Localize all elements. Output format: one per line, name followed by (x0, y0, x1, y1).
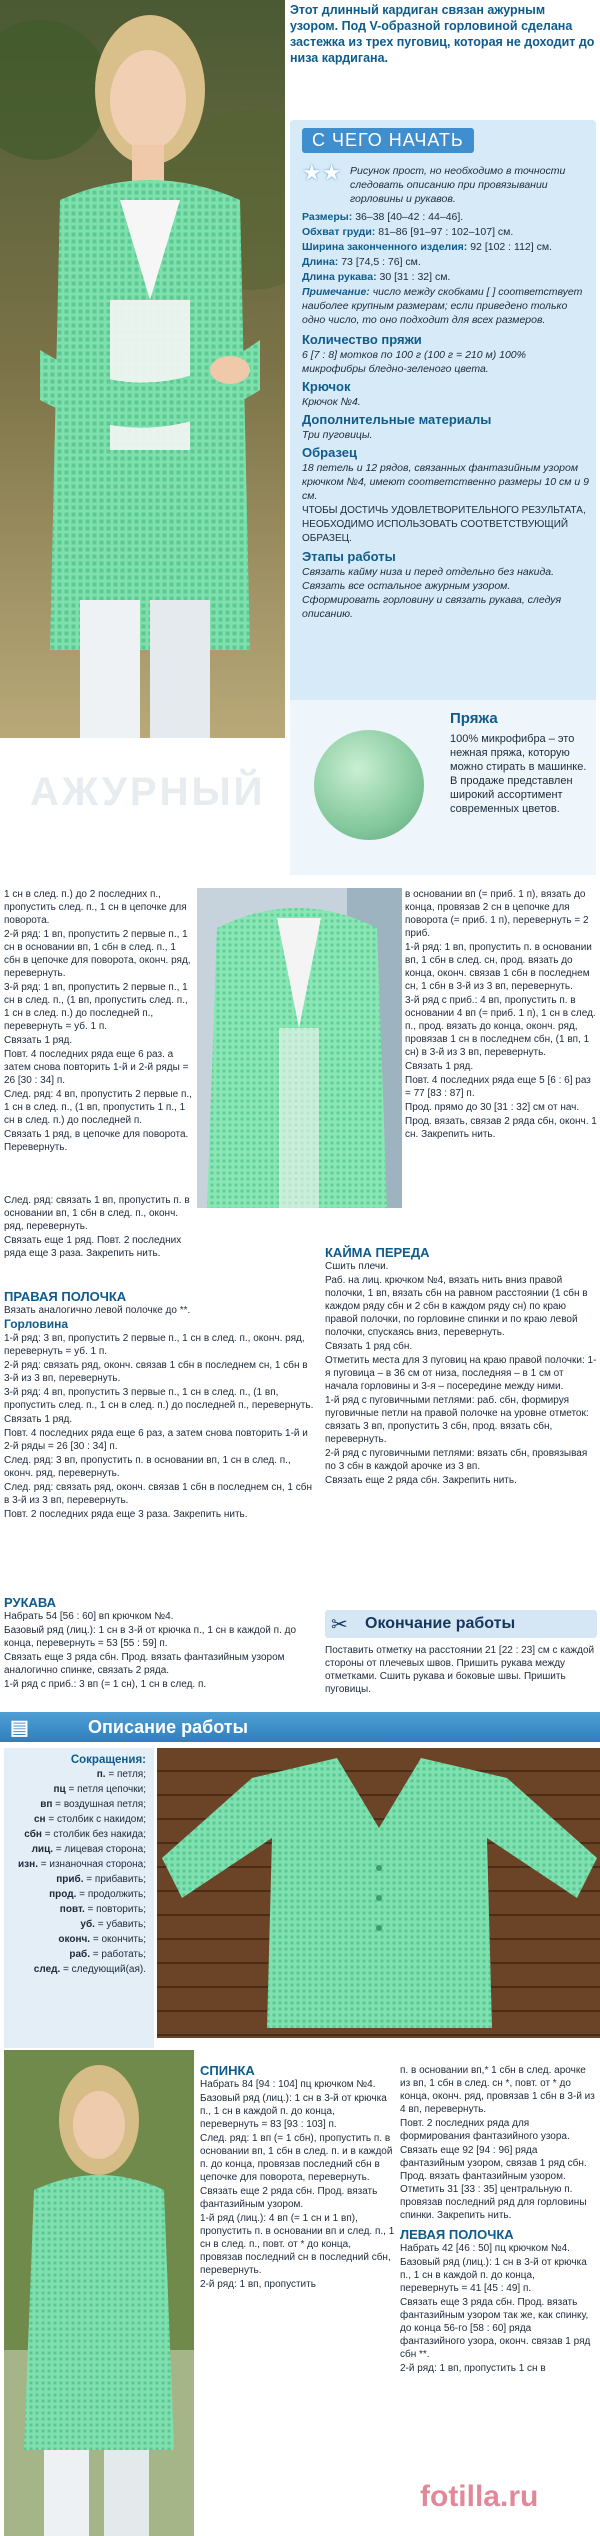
model-photo-bottom (4, 2050, 194, 2536)
book-icon: ▤ (10, 1717, 29, 1739)
front-band-title: КАЙМА ПЕРЕДА (325, 1245, 430, 1260)
back-right-column: п. в основании вп,* 1 сбн в след. арочке из вп, 1 сбн в след. сн *, повт. от * до конца, оконч. ряд, провязав 1 сбн в 3-й из 4 вп, перевернуть. Повт. 2 последних ряда для формирования фантазийного узора. Связать еще 92 [94 : 96] ряда фантазийным узором, связав 1 ряд сбн. Прод. вязать фантазийным узором. Отметить 31 [33 : 35] центральную п. провязав последний ряд для горловины спинки. Закрепить нить. ЛЕВАЯ ПОЛОЧКА Набрать 42 [46 : 50] пц крючком №4. Базовый ряд (лиц.): 1 сн в 3-й от крючка п., 1 сн в каждой п. до конца, перевернуть = 41 [45 : 49] п. Связать еще 3 ряда сбн. Прод. вязать фантазийным узором так же, как спинку, до конца 56-го [58 : 60] ряда фантазийного узора, оконч. связав 1 ряд сбн **. 2-й ряд: 1 вп, пропустить 1 сн в (400, 2065, 595, 2374)
gauge-warning: ЧТОБЫ ДОСТИЧЬ УДОВЛЕТВОРИТЕЛЬНОГО РЕЗУЛЬТАТА, НЕОБХОДИМО ИСПОЛЬЗОВАТЬ СООТВЕТСТВУЮЩИЙ ОБРАЗЕЦ. (302, 505, 586, 544)
size-row: Обхват груди: 81–86 [91–97 : 102–107] см. (302, 226, 514, 238)
abbr-item: сбн = столбик без накида; (24, 1829, 146, 1840)
stages-text: Связать кайму низа и перед отдельно без накида. Связать все остальное ажурным узором. Сформировать горловину и связать рукава, следуя описанию. (302, 566, 562, 620)
abbr-title: Сокращения: (70, 1754, 146, 1766)
abbr-item: сн = столбик с накидом; (34, 1814, 146, 1825)
abbr-item: раб. = работать; (69, 1949, 146, 1960)
back-section: СПИНКА Набрать 84 [94 : 104] пц крючком №4. Базовый ряд (лиц.): 1 сн в 3-й от крючка п., 1 сн в каждой п. до конца, перевернуть = 83 [93 : 103] п. След. ряд: 1 вп (= 1 сбн), пропустить п. в основании вп, 1 сбн в след. п. и в каждой п. до конца, провязав последний сбн в цепочке для поворота, перевернуть. Связать еще 2 ряда сбн. Прод. вязать фантазийным узором. 1-й ряд (лиц.): 4 вп (= 1 сн и 1 вп), пропустить п. в основании вп и след. п., 1 сн в след. п., повт. от * до конца, провязав последний сн в последний сбн, перевернуть. 2-й ряд: 1 вп, пропустить (200, 2063, 395, 2290)
watermark-azhurny: АЖУРНЫЙ (30, 770, 266, 814)
abbr-item: п. = петля; (96, 1769, 146, 1780)
abbr-item: повт. = повторить; (59, 1904, 146, 1915)
sleeves-title: РУКАВА (4, 1595, 57, 1610)
stars-icon: ★★ (302, 160, 342, 185)
note: Примечание: число между скобками [ ] соответствует наиболее крупным размерам; если приведено только одно число, то оно подходит для всех размеров. (302, 286, 583, 326)
hook-size: Крючок №4. (302, 396, 361, 408)
start-box-title: С ЧЕГО НАЧАТЬ (302, 128, 474, 153)
extra-materials: Три пуговицы. (302, 429, 373, 441)
intro-text: Этот длинный кардиган связан ажурным узором. Под V-образной горловиной сделана застежка из трех пуговиц, которая не доходит до низа кардигана. (290, 3, 595, 65)
abbr-item: прод. = продолжить; (49, 1889, 146, 1900)
garment-flat-photo (157, 1748, 600, 2038)
abbr-item: изн. = изнаночная сторона; (18, 1859, 146, 1870)
model-photo-middle (197, 888, 402, 1208)
sleeves-section: РУКАВА Набрать 54 [56 : 60] вп крючком №4. Базовый ряд (лиц.): 1 сн в 3-й от крючка п., 1 сн в каждой п. до конца, перевернуть = 53 [55 : 59] п. Связать еще 3 ряда сбн. Прод. вязать фантазийным узором аналогично спинке, связать 2 ряда. 1-й ряд с приб.: 3 вп (= 1 сн), 1 сн в след. п. (4, 1596, 319, 1692)
size-row: Ширина законченного изделия: 92 [102 : 112] см. (302, 241, 552, 253)
scissors-icon: ✂ (331, 1614, 348, 1636)
size-row: Длина рукава: 30 [31 : 32] см. (302, 271, 451, 283)
neckline-title: Горловина (4, 1317, 69, 1331)
extra-title: Дополнительные материалы (302, 412, 492, 427)
left-front-title: ЛЕВАЯ ПОЛОЧКА (400, 2227, 514, 2242)
yarn-box-title: Пряжа (450, 710, 498, 727)
right-front-title: ПРАВАЯ ПОЛОЧКА (4, 1289, 127, 1304)
yarn-ball-icon (314, 730, 424, 840)
model-photo-top (0, 0, 285, 738)
finish-header (325, 1610, 597, 1638)
back-title: СПИНКА (200, 2063, 255, 2078)
yarn-box (290, 700, 596, 875)
stages-title: Этапы работы (302, 549, 396, 564)
right-front-section: ПРАВАЯ ПОЛОЧКА Вязать аналогично левой полочке до **. Горловина 1-й ряд: 3 вп, пропустить 2 первые п., 1 сн в след. п., оконч. ряд, перевернуть = уб. 1 п. 2-й ряд: связать ряд, оконч. связав 1 сбн в последнем сн, 1 сбн в 3-й из 3 вп, перевернуть. 3-й ряд: 4 вп, пропустить 3 первые п., 1 сн в след. п., (1 вп, пропустить след. п., 1 сн в след. п.) до последней п., перевернуть. Связать 1 ряд. Повт. 4 последних ряда еще 6 раз, а затем снова повторить 1-й и 2-й ряды = 26 [30 : 34] п. След. ряд: 3 вп, пропустить п. в основании вп, 1 сн в след. п., оконч. ряд, перевернуть. След. ряд: связать ряд, оконч. связав 1 сбн в последнем сн, 1 сбн в 3-й из 3 вп, перевернуть. Повт. 2 последних ряда еще 3 раза. Закрепить нить. (4, 1290, 319, 1522)
start-box (290, 120, 596, 760)
site-watermark: fotilla.ru (420, 2480, 539, 2513)
finish-text: Поставить отметку на расстоянии 21 [22 : 23] см с каждой стороны от плечевых швов. Пришить рукава между отметками. Сшить рукава и боковые швы. Пришить пуговицы. (325, 1645, 595, 1695)
gauge-text: 18 петель и 12 рядов, связанных фантазийным узором крючком №4, имеют соответственно размеры 10 см и 9 см. (302, 462, 590, 502)
abbr-item: приб. = прибавить; (56, 1874, 146, 1885)
front-band-section: КАЙМА ПЕРЕДА Сшить плечи. Раб. на лиц. крючком №4, вязать нить вниз правой полочки, 1 вп, вязать сбн на равном расстоянии (1 сбн в каждом ряду сбн и 2 сбн в каждом ряду сн) по краю правой полочки, по горловине спинки и по краю левой полочки, спускаясь вниз, перевернуть. Связать 1 ряд сбн. Отметить места для 3 пуговиц на краю правой полочки: 1-я пуговица – в 36 см от низа, последняя – в 1 см от начала горловины и 3-я – посередине между ними. 1-й ряд с пуговичными петлями: раб. сбн, формируя пуговичные петли на правой полочке на уровне отметок: связать 3 вп, пропустить 3 сбн, прод. вязать сбн, перевернуть. 2-й ряд с пуговичными петлями: вязать сбн, провязывая по 3 сбн в каждой арочке из 3 вп. Связать еще 2 ряда сбн. Закрепить нить. (325, 1245, 597, 1486)
abbr-item: пц = петля цепочки; (53, 1784, 146, 1795)
hook-title: Крючок (302, 379, 351, 394)
abbreviations-box (4, 1748, 154, 2048)
finish-title: Окончание работы (365, 1615, 516, 1632)
abbr-item: лиц. = лицевая сторона; (31, 1844, 146, 1855)
yarn-amount: 6 [7 : 8] мотков по 100 г (100 г = 210 м) 100% микрофибры бледно-зеленого цвета. (302, 349, 526, 375)
description-title: Описание работы (88, 1717, 248, 1737)
abbr-item: вп = воздушная петля; (40, 1799, 146, 1810)
gauge-title: Образец (302, 445, 357, 460)
abbr-item: след. = следующий(ая). (33, 1964, 146, 1975)
size-row: Длина: 73 [74,5 : 76] см. (302, 256, 421, 268)
yarn-box-text: 100% микрофибра – это нежная пряжа, которую можно стирать в машинке. В продаже представлен широкий ассортимент современных цветов. (450, 733, 587, 815)
abbr-item: уб. = убавить; (80, 1919, 146, 1930)
description-header (0, 1712, 600, 1742)
size-row: Размеры: 36–38 [40–42 : 44–46]. (302, 211, 464, 223)
start-lead: Рисунок прост, но необходимо в точности следовать описанию при провязывании горловины и рукавов. (350, 165, 566, 205)
abbr-item: оконч. = окончить; (58, 1934, 146, 1945)
yarn-title: Количество пряжи (302, 332, 422, 347)
left-column-top: 1 сн в след. п.) до 2 последних п., пропустить след. п., 1 сн в цепочке для поворота. 2-й ряд: 1 вп, пропустить 2 первые п., 1 сн в основании вп, 1 сбн в след. п., 1 сбн в цепочке для поворота, оконч. ряд, перевернуть. 3-й ряд: 1 вп, пропустить 2 первые п., 1 сн в след. п., (1 вп, пропустить след. п., 1 сн в след. п.) до последней п., перевернуть = уб. 1 п. Связать 1 ряд. Повт. 4 последних ряда еще 6 раз. а затем снова повторить 1-й и 2-й ряды = 26 [30 : 34] п. След. ряд: 4 вп, пропустить 2 первые п., 1 сн в след. п., (1 вп, пропустить 1 п., 1 сн в след. п.) до последней п. Связать 1 ряд, в цепочке для поворота. Перевернуть. След. ряд: связать 1 вп, пропустить п. в основании вп, 1 сбн в след. п., оконч. ряд, перевернуть. Связать еще 1 ряд. Повт. 2 последних ряда еще 3 раза. Закрепить нить. (4, 889, 192, 1259)
mid-right-column: в основании вп (= приб. 1 п), вязать до конца, провязав 2 сн в цепочке для поворота (= приб. 1 п), перевернуть = 2 приб. 1-й ряд: 1 вп, пропустить п. в основании вп, 1 сбн в след. сн, прод. вязать до конца, оконч. связав 1 сбн в последнем сн, 1 сбн в 3-й из 3 вп, перевернуть. 3-й ряд с приб.: 4 вп, пропустить п. в основании 4 вп (= приб. 1 п), 1 сн в след. п., прод. вязать до конца, оконч. ряд, провязав 1 сн в последнем сбн, (1 вп, 1 сн) в 3-й из 3 вп, перевернуть. Связать 1 ряд. Повт. 4 последних ряда еще 5 [6 : 6] раз = 77 [83 : 87] п. Прод. прямо до 30 [31 : 32] см от нач. Прод. вязать, связав 2 ряда сбн, оконч. 1 сн. Закрепить нить. (405, 889, 597, 1140)
